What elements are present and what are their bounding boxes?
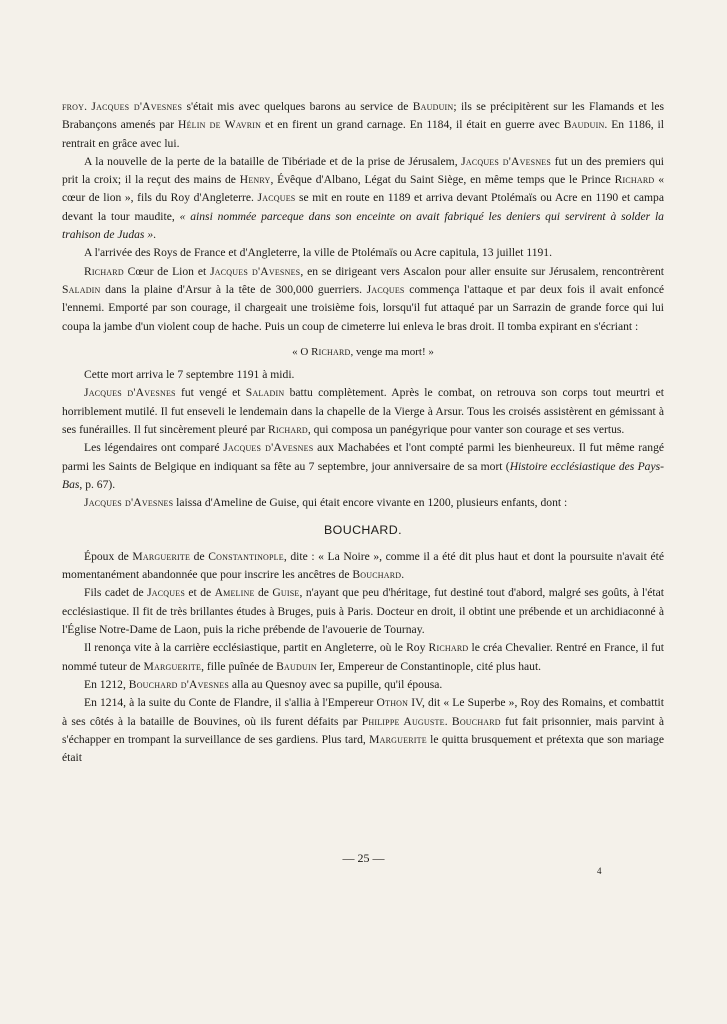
text-run: fut un des premiers qui prit la croix; il la reçut des mains de (62, 154, 665, 187)
page-number: — 25 — (342, 851, 385, 865)
text-run: ; ils se précipitèrent sur les Flamands et les Brabançons amenés par (62, 100, 665, 132)
text-run: commença l'attaque et par deux fois il avait enfoncé l'ennemi. Emporté par son courage, il chargeait une troisième fois, lorsqu'il fut attaqué par un Sarrazin de grande force qui lui coupa la jambe d'un violent coup de hache. Puis un coup de cimeterre lui enleva le bras droit. Il tomba expirant en s'écriant : (62, 282, 665, 333)
name-run: Jacques (366, 282, 405, 296)
paragraph (62, 366, 664, 384)
name-run: Bauduin (276, 659, 317, 673)
signature-mark: 4 (597, 866, 602, 876)
name-run: Jacques d'Avesnes (461, 154, 552, 168)
name-run: Jacques (257, 191, 296, 205)
text-run: , fille puînée de (201, 659, 277, 673)
text-run: , p. 67). (79, 477, 116, 491)
text-run: A l'arrivée des Roys de France et d'Angleterre, la ville de Ptolémaïs ou Acre capitula, 13 juillet 1191. (84, 246, 553, 260)
name-run: Bauduin (563, 118, 605, 132)
text-run: laissa d'Ameline de Guise, qui était encore vivante en 1200, plusieurs enfants, dont : (173, 496, 568, 510)
text-run: En 1212, (84, 677, 129, 691)
text-run: . (153, 228, 157, 242)
name-run: froy (62, 100, 85, 113)
paragraph (62, 439, 664, 494)
text-run: le créa Chevalier. Rentré en France, il fut nommé tuteur de (62, 641, 664, 673)
paragraph (62, 98, 664, 153)
text-run: s'était mis avec quelques barons au service de (182, 100, 413, 113)
name-run: Richard (614, 173, 655, 187)
name-run: Henry (239, 173, 271, 187)
name-run: Ameline (214, 586, 255, 600)
text-run: et en firent un grand carnage. En 1184, il était en guerre avec (261, 118, 564, 132)
text-run: BOUCHARD. (324, 522, 402, 537)
text-run: fut fait prisonnier, mais parvint à s'échapper en trompant la surveillance de ses gardiens. Plus tard, (62, 714, 665, 746)
name-run: Marguerite (132, 549, 191, 563)
text-run: de (254, 586, 273, 600)
text-run: , en se dirigeant vers Ascalon pour aller ensuite sur Jérusalem, rencontrèrent (300, 264, 664, 278)
text-run: Fils cadet de (84, 586, 148, 600)
paragraph (62, 384, 664, 439)
text-run: Ier, Empereur de Constantinople, cité plus haut. (316, 659, 542, 673)
paragraph (62, 548, 664, 585)
text-run: alla au Quesnoy avec sa pupille, qu'il épousa. (229, 677, 443, 691)
name-run: Jacques d'Avesnes (84, 386, 176, 400)
text-run: et de (184, 586, 215, 600)
text-run: . (401, 568, 405, 582)
text-run: IV, dit « Le Superbe », Roy des Romains, et combattit à ses côtés à la bataille de Bouvines, où ils furent défaits par (62, 696, 664, 728)
paragraph (62, 494, 664, 512)
name-run: Jacques d'Avesnes (84, 496, 174, 510)
name-run: Marguerite (369, 732, 427, 746)
text-run: . (84, 100, 92, 113)
name-run: Jacques d'Avesnes (223, 441, 314, 455)
text-run: A la nouvelle de la perte de la bataille de Tibériade et de la prise de Jérusalem, (84, 154, 462, 168)
text-run: Époux de (84, 549, 133, 563)
text-run: fut vengé et (175, 386, 246, 400)
text-run: Cœur de Lion et (123, 264, 211, 278)
text-run: . (444, 714, 452, 728)
text-run: Cette mort arriva le 7 septembre 1191 à midi. (84, 368, 295, 382)
text-run: Les légendaires ont comparé (84, 441, 224, 455)
text-run: le quitta brusquement et prétexta que son mariage était (62, 732, 664, 765)
page-body (62, 98, 664, 767)
text-run: « cœur de lion », fils du Roy d'Angleterre. (62, 173, 665, 205)
name-run: Saladin (245, 386, 285, 400)
name-run: Bauduin (412, 100, 454, 113)
name-run: Philippe Auguste (361, 714, 445, 728)
text-run: , n'ayant que peu d'héritage, fut destiné tout d'abord, malgré ses goûts, à l'état ecclésiastique. Il fit de très brillantes études à Bruges, puis à Paris. Docteur en droit, il obtint une prébende et un archidiaconné à l'Église Notre-Dame de Laon, puis la riche prébende de l'avouerie de Tournay. (62, 586, 664, 637)
name-run: Guise (272, 586, 300, 600)
text-run: battu complètement. Après le combat, on retrouva son corps tout meurtri et horriblement mutilé. Il fut enseveli le lendemain dans la chapelle de la Vierge à Arsur. Tous les croisés assistèrent en gémissant à ses funérailles. Il fut sincèrement pleuré par (62, 386, 665, 437)
paragraph (62, 153, 664, 244)
italic-run: « ainsi nommée parceque dans son enceinte on avait fabriqué les deniers qui servirent à solder la trahison de Judas » (62, 209, 664, 242)
text-run: Il renonça vite à la carrière ecclésiastique, partit en Angleterre, où le Roy (84, 641, 429, 655)
name-run: Richard (84, 264, 124, 278)
text-run: , Évêque d'Albano, Légat du Saint Siège, en même temps que le Prince (270, 173, 615, 187)
paragraph (62, 676, 664, 694)
quotation (62, 343, 664, 361)
paragraph (62, 639, 664, 676)
name-run: Jacques d'Avesnes (91, 100, 183, 113)
name-run: Bouchard d'Avesnes (128, 677, 230, 691)
paragraph (62, 244, 664, 262)
text-run: , qui composa un panégyrique pour vanter son courage et ses vertus. (307, 423, 625, 437)
text-run: aux Machabées et l'ont compté parmi les bienheureux. Il fut même rangé parmi les Saints de Belgique en indiquant sa fête au 7 septembre, jour anniversaire de sa mort ( (62, 441, 665, 473)
text-run: , dite : « La Noire », comme il a été dit plus haut et dont la poursuite n'avait été momentanément abandonnée que pour inscrire les ancêtres de (62, 549, 664, 582)
italic-run: Histoire ecclésiastique des Pays-Bas (62, 459, 664, 491)
name-run: Bouchard (451, 714, 501, 728)
paragraph (62, 263, 664, 336)
text-run: . En 1186, il rentrait en grâce avec lui. (62, 118, 664, 150)
paragraph (62, 694, 664, 767)
section-heading (62, 521, 664, 539)
name-run: Constantinople (208, 549, 284, 563)
name-run: Jacques (147, 586, 185, 600)
name-run: Richard (311, 345, 351, 358)
name-run: Marguerite (143, 659, 202, 673)
name-run: Jacques d'Avesnes (210, 264, 301, 278)
name-run: Othon (376, 696, 409, 710)
name-run: Hélin de Wavrin (178, 118, 262, 132)
text-run: En 1214, à la suite du Conte de Flandre, il s'allia à l'Empereur (84, 696, 377, 710)
text-run: , venge ma mort! » (350, 345, 434, 358)
name-run: Bouchard (352, 568, 402, 582)
name-run: Richard (268, 423, 308, 437)
text-run: se mit en route en 1189 et arriva devant Ptolémaïs ou Acre en 1190 et campa devant la tour maudite, (62, 191, 664, 223)
paragraph (62, 584, 664, 639)
text-run: « O (292, 345, 312, 358)
text-run: dans la plaine d'Arsur à la tête de 300,000 guerriers. (100, 282, 367, 296)
name-run: Richard (428, 641, 469, 655)
name-run: Saladin (62, 282, 101, 296)
text-run: de (190, 549, 209, 563)
